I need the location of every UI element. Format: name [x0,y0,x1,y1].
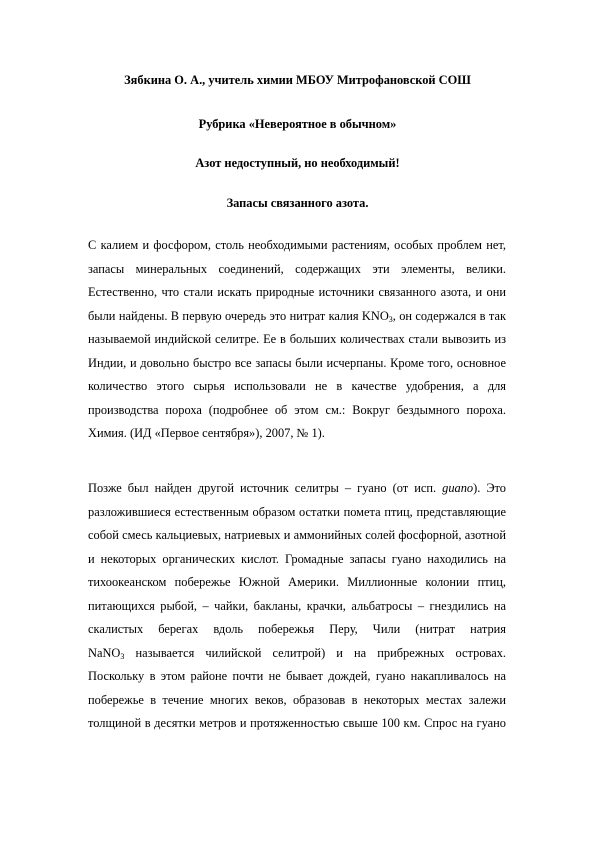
line-segment: Позже был найден другой источник селитры – гуано (от исп. [88,481,443,495]
paragraph-line: разложившиеся естественным образом остатки помета птиц, представляющие [88,504,506,519]
line-segment: , он содержался в так [392,308,506,323]
paragraph-1 [88,234,506,446]
paragraph-line: запасы минеральных соединений, содержащих эти элементы, велики. [88,261,506,276]
paragraph-line [88,477,506,501]
paragraph-line: производства пороха (подробнее об этом см.: Вокруг бездымного пороха. [88,402,506,417]
paragraph-line: собой смесь кальциевых, натриевых и аммонийных солей фосфорной, азотной [88,528,506,542]
paragraph-line [88,305,506,329]
paragraph-line: Химия. (ИД «Первое сентября»), 2007, № 1). [88,426,325,440]
line-segment: называется чилийской селитрой) и на прибрежных островах. [124,645,506,660]
paragraph-line: скалистых берегах вдоль побережья Перу, Чили (нитрат натрия [88,622,506,636]
paragraph-2 [88,477,506,736]
paragraph-line: Поскольку в этом районе почти не бывает дождей, гуано накапливалось на [88,669,506,683]
subscript: 3 [120,651,125,661]
article-title: Азот недоступный, но необходимый! [195,156,400,170]
subscript: 3 [388,314,393,324]
italic-term: guano [442,481,474,495]
paragraph-line: и некоторых органических кислот. Громадные запасы гуано находились на [88,551,506,566]
paragraph-line: называемой индийской селитре. Ее в больших количествах стали вывозить из [88,332,506,346]
author-line: Зябкина О. А., учитель химии МБОУ Митрофановской СОШ [124,73,471,87]
line-segment: были найдены. В первую очередь это нитрат калия KNO [88,308,389,323]
paragraph-line: питающихся рыбой, – чайки, бакланы, крачки, альбатросы – гнездились на [88,598,506,613]
paragraph-line: С калием и фосфором, столь необходимыми растениям, особых проблем нет, [88,238,506,252]
paragraph-line: толщиной в десятки метров и протяженностью свыше 100 км. Спрос на гуано [88,716,506,730]
paragraph-line: побережье в течение многих веков, образовав в некоторых местах залежи [88,692,506,707]
paragraph-line: тихоокеанском побережье Южной Америки. Миллионные колонии птиц, [88,575,506,589]
paragraph-line: Индии, и довольно быстро все запасы были исчерпаны. Кроме того, основное [88,355,506,370]
rubric-line: Рубрика «Невероятное в обычном» [198,117,397,131]
line-segment: ). Это [473,481,506,495]
paragraph-line [88,642,506,666]
paragraph-line: количество этого сырья использовали не в качестве удобрения, а для [88,379,506,393]
paragraph-line: Естественно, что стали искать природные источники связанного азота, и они [88,285,506,299]
section-title: Запасы связанного азота. [226,196,369,210]
line-segment: NaNO [88,645,121,660]
